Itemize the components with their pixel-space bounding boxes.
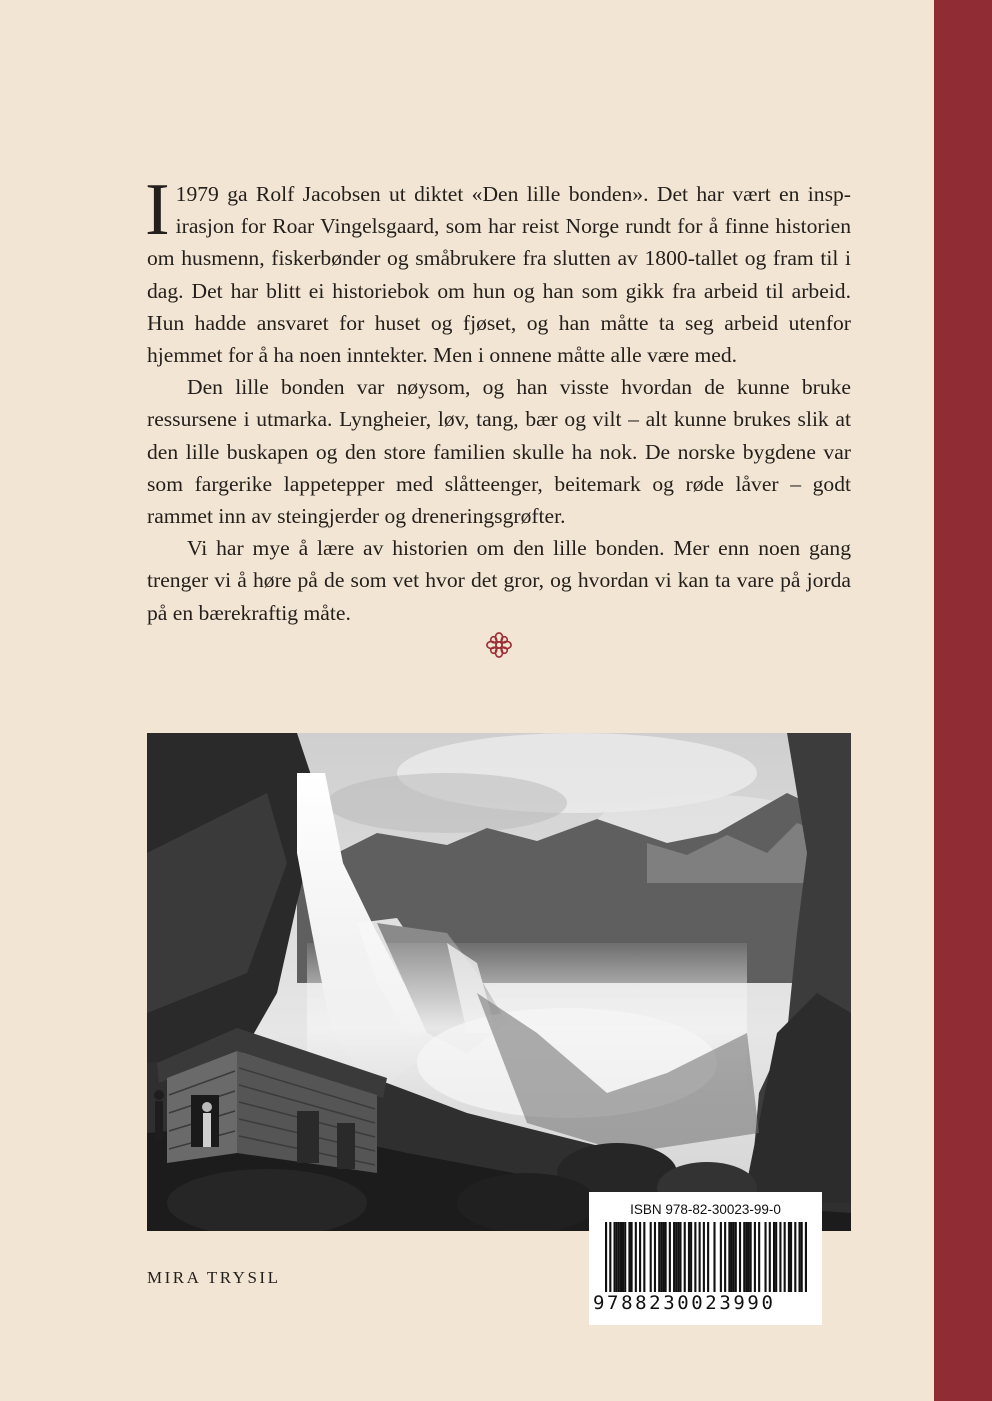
blurb-text [145,169,851,629]
paragraph-3: Vi har mye å lære av historien om den lille bonden. Mer enn noen gang trenger vi å høre på de som vet hvor det gror, og hvordan vi kan ta vare på jorda på en bærekraftig måte. [147,536,851,625]
landscape-photo [147,733,851,1231]
barcode-bars [605,1222,807,1292]
publisher-name: MIRA TRYSIL [147,1268,281,1287]
spine-strip [934,0,992,1401]
flower-ornament-icon [484,630,514,660]
paragraph-2: Den lille bonden var nøysom, og han visste hvordan de kunne bruke ressursene i utmarka. Lyngheier, løv, tang, bær og vilt – alt kunne brukes slik at den lille buskapen og den store familien skulle ha nok. De norske bygdene var som fargerike lappetepper med slåtteenger, beitemark og røde låver – godt rammet inn av steingjerder og dreneringsgrøfter. [147,375,851,529]
barcode-digits: 9788230023990 [593,1292,776,1314]
isbn-barcode [589,1192,822,1325]
isbn-label: ISBN 978-82-30023-99-0 [630,1202,781,1217]
paragraph-1: I 1979 ga Rolf Jacobsen ut diktet «Den lille bonden». Det har vært en inspirasjon for Roar Vingelsgaard, som har reist Norge rundt for å finne historien om husmenn, fiskerbønder og småbrukere fra slutten av 1800-tallet og fram til i dag. Det har blitt ei historiebok om hun og han som gikk fra arbeid til arbeid. Hun hadde ansvaret for huset og fjøset, og han måtte ta seg arbeid utenfor hjemmet for å ha noen inntekter. Men i onnene måtte alle være med. [145,169,851,368]
drop-cap: I [145,169,170,251]
